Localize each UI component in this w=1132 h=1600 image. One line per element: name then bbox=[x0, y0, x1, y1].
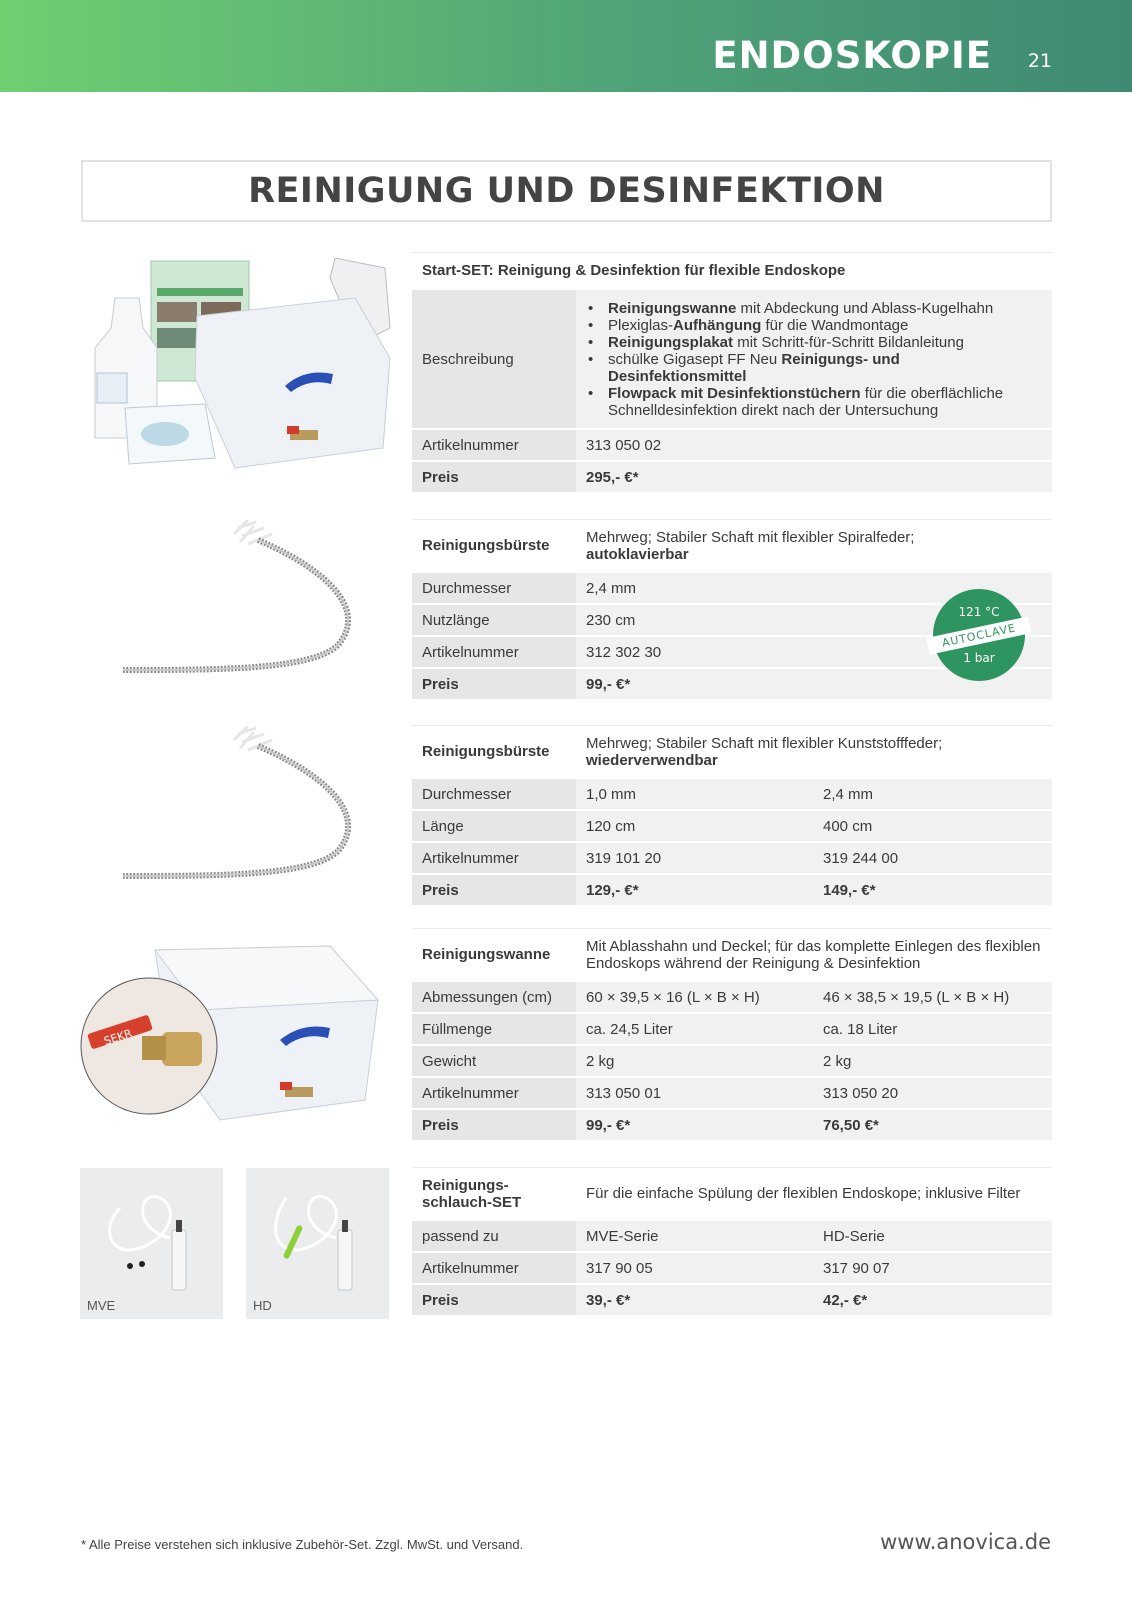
autoclave-badge bbox=[933, 589, 1025, 681]
product-name: Reinigungswanne bbox=[412, 928, 576, 980]
product-description: Mit Ablasshahn und Deckel; für das komplette Einlegen des flexiblen Endoskops während der Reinigung & Desinfektion bbox=[576, 928, 1052, 980]
diameter-value: 2,4 mm bbox=[576, 573, 1052, 603]
product-name: Reinigungsbürste bbox=[412, 519, 576, 571]
fits-value: HD-Serie bbox=[813, 1221, 1052, 1251]
fill-label: Füllmenge bbox=[412, 1014, 576, 1044]
length-value: 230 cm bbox=[576, 605, 1052, 635]
thumb-label: MVE bbox=[87, 1298, 116, 1313]
weight-label: Gewicht bbox=[412, 1046, 576, 1076]
price: 99,- €* bbox=[576, 669, 1052, 699]
brush-reusable-table bbox=[412, 723, 1052, 907]
diameter-value: 1,0 mm bbox=[576, 779, 813, 809]
hose-thumb-hd bbox=[246, 1168, 389, 1319]
article-label: Artikelnummer bbox=[412, 1253, 576, 1283]
start-set-image bbox=[85, 258, 401, 480]
desc-label: Beschreibung bbox=[412, 290, 576, 428]
article-number: 317 90 05 bbox=[576, 1253, 813, 1283]
section-title-box bbox=[81, 160, 1052, 222]
fits-label: passend zu bbox=[412, 1221, 576, 1251]
brush-autoclave-image bbox=[118, 520, 368, 680]
article-number: 319 101 20 bbox=[576, 843, 813, 873]
fill-value: ca. 24,5 Liter bbox=[576, 1014, 813, 1044]
product-description: Für die einfache Spülung der flexiblen Endoskope; inklusive Filter bbox=[576, 1167, 1052, 1219]
price: 99,- €* bbox=[576, 1110, 813, 1140]
list-item: • Plexiglas-Aufhängung für die Wandmontage bbox=[586, 317, 1042, 334]
article-label: Artikelnummer bbox=[412, 1078, 576, 1108]
list-item: • schülke Gigasept FF Neu Reinigungs- und Desinfektionsmittel bbox=[586, 351, 1042, 385]
badge-temperature: 121 °C bbox=[958, 605, 1000, 619]
price: 76,50 €* bbox=[813, 1110, 1052, 1140]
start-set-heading: Start-SET: Reinigung & Desinfektion für flexible Endoskope bbox=[412, 252, 1052, 288]
price: 295,- €* bbox=[576, 462, 1052, 492]
dimensions-label: Abmessungen (cm) bbox=[412, 982, 576, 1012]
list-item: • Reinigungswanne mit Abdeckung und Ablass-Kugelhahn bbox=[586, 300, 1042, 317]
fill-value: ca. 18 Liter bbox=[813, 1014, 1052, 1044]
article-label: Artikelnummer bbox=[412, 430, 576, 460]
length-value: 400 cm bbox=[813, 811, 1052, 841]
section-title: REINIGUNG UND DESINFEKTION bbox=[248, 171, 885, 211]
valve-brand-text: SEKR bbox=[102, 1026, 134, 1049]
length-label: Nutzlänge bbox=[412, 605, 576, 635]
product-description: Mehrweg; Stabiler Schaft mit flexibler Spiralfeder; autoklavierbar bbox=[576, 519, 1052, 571]
badge-label: AUTOCLAVE bbox=[926, 616, 1031, 654]
diameter-label: Durchmesser bbox=[412, 779, 576, 809]
page-header bbox=[0, 0, 1132, 92]
price-label: Preis bbox=[412, 462, 576, 492]
article-label: Artikelnummer bbox=[412, 637, 576, 667]
dimensions-value: 46 × 38,5 × 19,5 (L × B × H) bbox=[813, 982, 1052, 1012]
list-item: • Reinigungsplakat mit Schritt-für-Schritt Bildanleitung bbox=[586, 334, 1042, 351]
price-label: Preis bbox=[412, 1285, 576, 1315]
article-number: 313 050 02 bbox=[576, 430, 1052, 460]
weight-value: 2 kg bbox=[813, 1046, 1052, 1076]
hose-thumb-mve bbox=[80, 1168, 223, 1319]
website-link[interactable]: www.anovica.de bbox=[880, 1530, 1051, 1554]
article-number: 319 244 00 bbox=[813, 843, 1052, 873]
price-label: Preis bbox=[412, 875, 576, 905]
tub-image bbox=[80, 940, 380, 1130]
dimensions-value: 60 × 39,5 × 16 (L × B × H) bbox=[576, 982, 813, 1012]
list-item: • Flowpack mit Desinfektionstüchern für die oberflächliche Schnelldesinfektion direkt nach der Untersuchung bbox=[586, 385, 1042, 419]
product-name: Reinigungsbürste bbox=[412, 725, 576, 777]
product-name: Reinigungs- schlauch-SET bbox=[412, 1167, 576, 1219]
article-number: 313 050 01 bbox=[576, 1078, 813, 1108]
price: 42,- €* bbox=[813, 1285, 1052, 1315]
thumb-label: HD bbox=[253, 1298, 272, 1313]
diameter-label: Durchmesser bbox=[412, 573, 576, 603]
price: 129,- €* bbox=[576, 875, 813, 905]
length-label: Länge bbox=[412, 811, 576, 841]
fits-value: MVE-Serie bbox=[576, 1221, 813, 1251]
article-number: 312 302 30 bbox=[576, 637, 1052, 667]
product-description: Mehrweg; Stabiler Schaft mit flexibler Kunststofffeder; wiederverwendbar bbox=[576, 725, 1052, 777]
page-number: 21 bbox=[1027, 50, 1052, 72]
price-footnote: * Alle Preise verstehen sich inklusive Zubehör-Set. Zzgl. MwSt. und Versand. bbox=[81, 1537, 524, 1552]
price-label: Preis bbox=[412, 1110, 576, 1140]
hose-set-table bbox=[412, 1165, 1052, 1317]
price: 149,- €* bbox=[813, 875, 1052, 905]
brush-reusable-image bbox=[118, 726, 368, 886]
weight-value: 2 kg bbox=[576, 1046, 813, 1076]
header-title: ENDOSKOPIE bbox=[712, 34, 992, 77]
badge-pressure: 1 bar bbox=[963, 651, 995, 665]
start-set-table bbox=[412, 250, 1052, 494]
start-set-description bbox=[576, 290, 1052, 428]
diameter-value: 2,4 mm bbox=[813, 779, 1052, 809]
price-label: Preis bbox=[412, 669, 576, 699]
article-label: Artikelnummer bbox=[412, 843, 576, 873]
length-value: 120 cm bbox=[576, 811, 813, 841]
article-number: 313 050 20 bbox=[813, 1078, 1052, 1108]
article-number: 317 90 07 bbox=[813, 1253, 1052, 1283]
tub-table bbox=[412, 926, 1052, 1142]
price: 39,- €* bbox=[576, 1285, 813, 1315]
